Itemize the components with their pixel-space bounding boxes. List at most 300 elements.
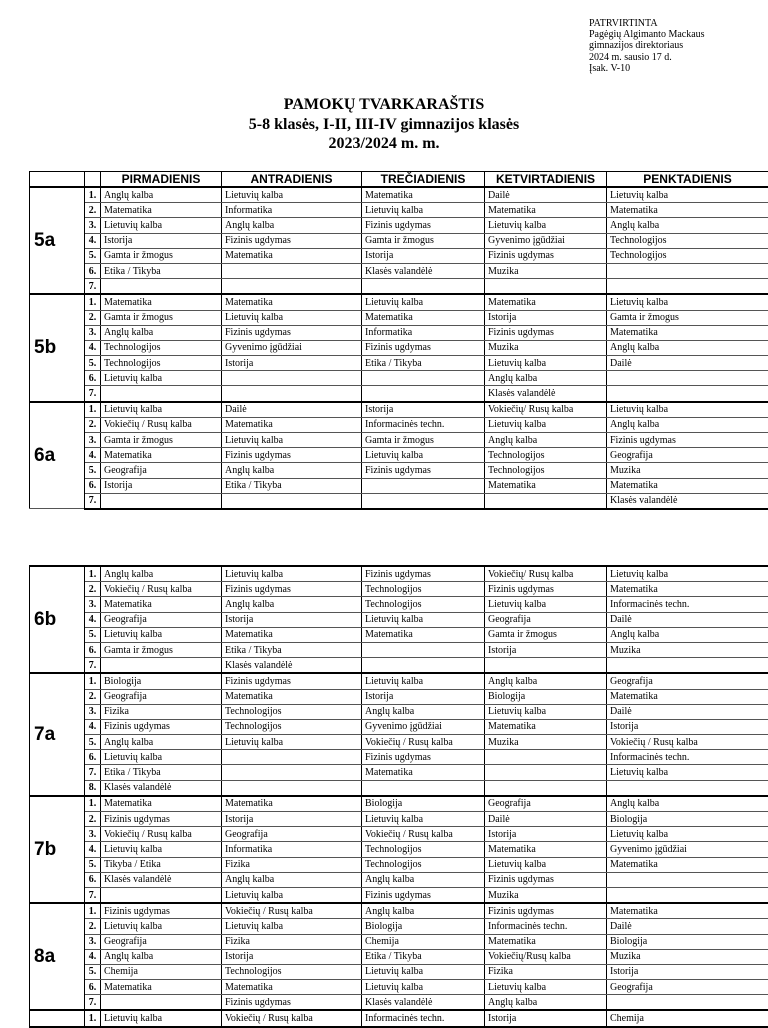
lesson-cell: Vokiečių / Rusų kalba xyxy=(362,735,485,750)
lesson-cell: Geografija xyxy=(485,612,607,627)
lesson-cell: Technologijos xyxy=(607,248,768,263)
lesson-number: 7. xyxy=(85,765,101,780)
lesson-number: 4. xyxy=(85,949,101,964)
lesson-cell: Fizinis ugdymas xyxy=(485,903,607,919)
day-header: PIRMADIENIS xyxy=(101,172,222,188)
lesson-cell: Dailė xyxy=(485,812,607,827)
lesson-cell: Fizinis ugdymas xyxy=(222,673,362,689)
lesson-number: 7. xyxy=(85,279,101,295)
lesson-cell: Technologijos xyxy=(485,463,607,478)
lesson-cell: Matematika xyxy=(222,689,362,704)
lesson-cell: Matematika xyxy=(607,857,768,872)
lesson-cell: Lietuvių kalba xyxy=(101,750,222,765)
lesson-cell: Matematika xyxy=(485,294,607,310)
lesson-cell: Gamta ir žmogus xyxy=(607,310,768,325)
lesson-number: 2. xyxy=(85,689,101,704)
lesson-cell: Dailė xyxy=(607,919,768,934)
lesson-row xyxy=(30,310,768,325)
lesson-row xyxy=(30,980,768,995)
lesson-cell: Anglų kalba xyxy=(607,627,768,642)
lesson-cell xyxy=(222,493,362,509)
lesson-cell: Istorija xyxy=(607,964,768,979)
lesson-number: 6. xyxy=(85,750,101,765)
lesson-row xyxy=(30,478,768,493)
lesson-cell: Etika / Tikyba xyxy=(101,263,222,278)
lesson-cell: Muzika xyxy=(485,735,607,750)
lesson-row xyxy=(30,780,768,796)
lesson-cell: Geografija xyxy=(607,980,768,995)
lesson-cell: Technologijos xyxy=(101,340,222,355)
lesson-row xyxy=(30,340,768,355)
lesson-row xyxy=(30,325,768,340)
class-name: 7a xyxy=(30,673,85,796)
lesson-cell: Lietuvių kalba xyxy=(485,356,607,371)
lesson-cell: Lietuvių kalba xyxy=(485,597,607,612)
lesson-cell: Istorija xyxy=(362,248,485,263)
lesson-cell xyxy=(222,780,362,796)
lesson-cell: Lietuvių kalba xyxy=(362,203,485,218)
lesson-cell: Lietuvių kalba xyxy=(362,964,485,979)
lesson-number: 3. xyxy=(85,218,101,233)
lesson-number: 1. xyxy=(85,673,101,689)
lesson-cell: Lietuvių kalba xyxy=(101,402,222,418)
lesson-row xyxy=(30,642,768,657)
lesson-cell: Lietuvių kalba xyxy=(222,919,362,934)
lesson-cell: Matematika xyxy=(222,796,362,812)
lesson-cell xyxy=(101,493,222,509)
lesson-cell: Matematika xyxy=(101,980,222,995)
lesson-cell: Fizinis ugdymas xyxy=(362,566,485,582)
lesson-cell: Matematika xyxy=(222,248,362,263)
lesson-cell xyxy=(101,995,222,1011)
lesson-cell: Matematika xyxy=(362,187,485,203)
lesson-cell: Gyvenimo įgūdžiai xyxy=(222,340,362,355)
lesson-cell: Anglų kalba xyxy=(101,949,222,964)
lesson-cell: Geografija xyxy=(101,612,222,627)
lesson-cell: Lietuvių kalba xyxy=(222,433,362,448)
lesson-cell: Lietuvių kalba xyxy=(607,294,768,310)
lesson-cell xyxy=(101,386,222,402)
lesson-number: 2. xyxy=(85,310,101,325)
lesson-cell xyxy=(362,780,485,796)
approval-stamp xyxy=(589,18,705,74)
lesson-cell: Matematika xyxy=(101,203,222,218)
lesson-number: 5. xyxy=(85,964,101,979)
lesson-number: 5. xyxy=(85,735,101,750)
lesson-cell xyxy=(485,750,607,765)
lesson-cell: Chemija xyxy=(362,934,485,949)
approval-line: Įsak. V-10 xyxy=(589,63,705,74)
class-name: 8a xyxy=(30,903,85,1010)
lesson-row xyxy=(30,433,768,448)
lesson-cell: Lietuvių kalba xyxy=(101,842,222,857)
lesson-cell: Lietuvių kalba xyxy=(101,627,222,642)
lesson-cell: Lietuvių kalba xyxy=(485,704,607,719)
lesson-number: 2. xyxy=(85,417,101,432)
lesson-cell: Fizinis ugdymas xyxy=(362,750,485,765)
lesson-cell: Istorija xyxy=(101,478,222,493)
lesson-cell: Matematika xyxy=(222,980,362,995)
lesson-number: 6. xyxy=(85,980,101,995)
lesson-row xyxy=(30,386,768,402)
lesson-cell: Etika / Tikyba xyxy=(222,478,362,493)
lesson-cell: Matematika xyxy=(485,719,607,734)
school-year-line: 2023/2024 m. m. xyxy=(0,134,768,154)
lesson-cell: Gyvenimo įgūdžiai xyxy=(485,233,607,248)
lesson-row xyxy=(30,1010,768,1026)
lesson-cell: Matematika xyxy=(362,310,485,325)
lesson-cell: Klasės valandėlė xyxy=(222,658,362,674)
lesson-cell: Matematika xyxy=(607,325,768,340)
lesson-cell: Etika / Tikyba xyxy=(101,765,222,780)
lesson-cell: Klasės valandėlė xyxy=(101,780,222,796)
lesson-cell: Anglų kalba xyxy=(485,433,607,448)
lesson-cell: Dailė xyxy=(607,612,768,627)
lesson-cell xyxy=(362,279,485,295)
lesson-number: 5. xyxy=(85,627,101,642)
lesson-cell: Anglų kalba xyxy=(101,735,222,750)
lesson-cell: Anglų kalba xyxy=(485,995,607,1011)
lesson-cell: Etika / Tikyba xyxy=(362,949,485,964)
lesson-cell xyxy=(101,279,222,295)
lesson-cell: Informacinės techn. xyxy=(607,597,768,612)
lesson-row xyxy=(30,566,768,582)
lesson-cell: Matematika xyxy=(222,417,362,432)
lesson-cell xyxy=(222,263,362,278)
schedule-table-2 xyxy=(29,565,768,1028)
lesson-cell: Technologijos xyxy=(485,448,607,463)
lesson-row xyxy=(30,735,768,750)
approval-line: PATRVIRTINTA xyxy=(589,18,705,29)
class-name: 6a xyxy=(30,402,85,509)
lesson-row xyxy=(30,949,768,964)
lesson-row xyxy=(30,689,768,704)
lesson-cell: Matematika xyxy=(607,582,768,597)
lesson-cell xyxy=(607,371,768,386)
lesson-cell: Anglų kalba xyxy=(607,417,768,432)
lesson-cell: Matematika xyxy=(101,294,222,310)
lesson-cell: Gamta ir žmogus xyxy=(485,627,607,642)
lesson-row xyxy=(30,857,768,872)
lesson-cell: Anglų kalba xyxy=(101,187,222,203)
lesson-cell xyxy=(485,279,607,295)
lesson-cell: Vokiečių / Rusų kalba xyxy=(222,1010,362,1026)
lesson-cell xyxy=(607,780,768,796)
lesson-cell xyxy=(607,887,768,903)
lesson-cell: Anglų kalba xyxy=(607,340,768,355)
lesson-cell xyxy=(362,493,485,509)
lesson-cell: Lietuvių kalba xyxy=(362,294,485,310)
lesson-row xyxy=(30,218,768,233)
lesson-row xyxy=(30,203,768,218)
lesson-number: 7. xyxy=(85,658,101,674)
lesson-cell: Fizinis ugdymas xyxy=(222,448,362,463)
lesson-number: 4. xyxy=(85,233,101,248)
lesson-cell: Vokiečių / Rusų kalba xyxy=(101,827,222,842)
lesson-cell: Technologijos xyxy=(607,233,768,248)
lesson-cell xyxy=(362,478,485,493)
lesson-number: 7. xyxy=(85,386,101,402)
lesson-cell: Technologijos xyxy=(362,582,485,597)
lesson-row xyxy=(30,279,768,295)
lesson-cell: Chemija xyxy=(101,964,222,979)
lesson-cell: Lietuvių kalba xyxy=(222,310,362,325)
lesson-cell: Fizinis ugdymas xyxy=(362,218,485,233)
lesson-cell: Istorija xyxy=(485,827,607,842)
lesson-cell: Gyvenimo įgūdžiai xyxy=(362,719,485,734)
lesson-row xyxy=(30,582,768,597)
lesson-cell xyxy=(222,750,362,765)
lesson-row xyxy=(30,627,768,642)
lesson-cell: Gamta ir žmogus xyxy=(101,248,222,263)
lesson-cell: Technologijos xyxy=(222,964,362,979)
lesson-cell: Muzika xyxy=(485,340,607,355)
lesson-cell: Geografija xyxy=(101,689,222,704)
header-corner xyxy=(30,172,85,188)
lesson-cell: Anglų kalba xyxy=(607,796,768,812)
lesson-number: 3. xyxy=(85,325,101,340)
lesson-row xyxy=(30,995,768,1011)
lesson-cell: Fizinis ugdymas xyxy=(222,233,362,248)
lesson-cell: Gamta ir žmogus xyxy=(362,233,485,248)
lesson-cell xyxy=(362,371,485,386)
lesson-cell: Geografija xyxy=(222,827,362,842)
subtitle-line: 5-8 klasės, I-II, III-IV gimnazijos klasės xyxy=(0,115,768,135)
lesson-row xyxy=(30,872,768,887)
lesson-cell: Lietuvių kalba xyxy=(101,218,222,233)
lesson-cell: Dailė xyxy=(607,704,768,719)
lesson-cell: Geografija xyxy=(485,796,607,812)
day-header-row xyxy=(30,172,768,188)
lesson-cell: Istorija xyxy=(485,310,607,325)
lesson-row xyxy=(30,919,768,934)
lesson-cell xyxy=(485,780,607,796)
lesson-cell: Informatika xyxy=(222,842,362,857)
lesson-cell: Lietuvių kalba xyxy=(362,812,485,827)
lesson-cell: Fizinis ugdymas xyxy=(607,433,768,448)
lesson-row xyxy=(30,658,768,674)
lesson-cell: Technologijos xyxy=(362,597,485,612)
lesson-number: 8. xyxy=(85,780,101,796)
lesson-row xyxy=(30,934,768,949)
lesson-row xyxy=(30,964,768,979)
day-header: ANTRADIENIS xyxy=(222,172,362,188)
lesson-cell: Istorija xyxy=(222,356,362,371)
lesson-cell: Istorija xyxy=(362,402,485,418)
lesson-number: 6. xyxy=(85,872,101,887)
lesson-number: 1. xyxy=(85,796,101,812)
lesson-cell: Informacinės techn. xyxy=(362,417,485,432)
lesson-number: 1. xyxy=(85,566,101,582)
lesson-cell: Lietuvių kalba xyxy=(222,566,362,582)
lesson-row xyxy=(30,371,768,386)
lesson-number: 5. xyxy=(85,463,101,478)
lesson-cell xyxy=(607,263,768,278)
lesson-number: 5. xyxy=(85,857,101,872)
lesson-cell: Matematika xyxy=(362,765,485,780)
approval-line: Pagėgių Algimanto Mackaus xyxy=(589,29,705,40)
lesson-cell: Vokiečių / Rusų kalba xyxy=(222,903,362,919)
lesson-row xyxy=(30,294,768,310)
class-name: 6b xyxy=(30,566,85,673)
lesson-cell: Matematika xyxy=(485,934,607,949)
lesson-cell: Fizinis ugdymas xyxy=(485,582,607,597)
lesson-cell: Lietuvių kalba xyxy=(485,980,607,995)
lesson-cell: Anglų kalba xyxy=(362,903,485,919)
lesson-row xyxy=(30,903,768,919)
lesson-cell: Technologijos xyxy=(222,719,362,734)
lesson-number: 1. xyxy=(85,294,101,310)
lesson-cell: Matematika xyxy=(485,842,607,857)
lesson-cell: Fizinis ugdymas xyxy=(101,719,222,734)
lesson-cell: Fizika xyxy=(222,857,362,872)
day-header: KETVIRTADIENIS xyxy=(485,172,607,188)
lesson-cell xyxy=(222,279,362,295)
lesson-cell: Vokiečių/Rusų kalba xyxy=(485,949,607,964)
lesson-cell: Lietuvių kalba xyxy=(222,187,362,203)
lesson-number: 4. xyxy=(85,448,101,463)
lesson-cell: Geografija xyxy=(607,448,768,463)
lesson-cell: Istorija xyxy=(607,719,768,734)
lesson-cell: Lietuvių kalba xyxy=(607,566,768,582)
lesson-cell xyxy=(362,658,485,674)
lesson-number: 3. xyxy=(85,597,101,612)
lesson-cell: Anglų kalba xyxy=(101,325,222,340)
lesson-cell: Fizinis ugdymas xyxy=(101,903,222,919)
lesson-cell xyxy=(607,279,768,295)
lesson-cell: Informatika xyxy=(362,325,485,340)
lesson-cell: Technologijos xyxy=(222,704,362,719)
lesson-cell: Dailė xyxy=(607,356,768,371)
lesson-cell: Fizika xyxy=(101,704,222,719)
lesson-cell: Matematika xyxy=(607,903,768,919)
lesson-cell: Anglų kalba xyxy=(222,872,362,887)
lesson-cell: Dailė xyxy=(485,187,607,203)
lesson-cell xyxy=(607,995,768,1011)
lesson-row xyxy=(30,463,768,478)
lesson-cell: Anglų kalba xyxy=(222,463,362,478)
lesson-cell xyxy=(222,371,362,386)
lesson-number: 7. xyxy=(85,493,101,509)
lesson-row xyxy=(30,719,768,734)
lesson-cell: Gamta ir žmogus xyxy=(101,433,222,448)
lesson-cell xyxy=(101,658,222,674)
lesson-number: 3. xyxy=(85,827,101,842)
lesson-cell: Fizinis ugdymas xyxy=(362,340,485,355)
lesson-row xyxy=(30,673,768,689)
lesson-cell: Istorija xyxy=(222,812,362,827)
class-name: 5a xyxy=(30,187,85,294)
lesson-cell: Klasės valandėlė xyxy=(607,493,768,509)
lesson-number: 1. xyxy=(85,187,101,203)
lesson-cell xyxy=(485,658,607,674)
lesson-number: 2. xyxy=(85,919,101,934)
lesson-cell xyxy=(607,386,768,402)
lesson-cell: Fizinis ugdymas xyxy=(222,582,362,597)
lesson-cell: Lietuvių kalba xyxy=(101,1010,222,1026)
lesson-cell: Lietuvių kalba xyxy=(222,887,362,903)
lesson-cell: Informacinės techn. xyxy=(607,750,768,765)
lesson-cell xyxy=(101,887,222,903)
lesson-cell: Vokiečių/ Rusų kalba xyxy=(485,566,607,582)
lesson-cell: Lietuvių kalba xyxy=(101,919,222,934)
lesson-cell: Fizinis ugdymas xyxy=(485,325,607,340)
lesson-number: 4. xyxy=(85,719,101,734)
lesson-cell: Vokiečių / Rusų kalba xyxy=(362,827,485,842)
lesson-number: 3. xyxy=(85,934,101,949)
lesson-cell: Fizinis ugdymas xyxy=(222,325,362,340)
lesson-cell: Istorija xyxy=(485,1010,607,1026)
lesson-cell: Biologija xyxy=(485,689,607,704)
lesson-cell: Anglų kalba xyxy=(362,872,485,887)
lesson-cell: Fizinis ugdymas xyxy=(222,995,362,1011)
lesson-cell: Technologijos xyxy=(362,842,485,857)
lesson-cell: Dailė xyxy=(222,402,362,418)
class-name: 7b xyxy=(30,796,85,903)
lesson-cell xyxy=(485,493,607,509)
lesson-cell: Istorija xyxy=(362,689,485,704)
lesson-cell: Technologijos xyxy=(101,356,222,371)
lesson-number: 4. xyxy=(85,842,101,857)
lesson-cell: Biologija xyxy=(362,919,485,934)
approval-line: 2024 m. sausio 17 d. xyxy=(589,52,705,63)
lesson-cell: Matematika xyxy=(101,448,222,463)
lesson-row xyxy=(30,796,768,812)
lesson-row xyxy=(30,356,768,371)
lesson-number: 6. xyxy=(85,642,101,657)
lesson-number: 1. xyxy=(85,402,101,418)
lesson-row xyxy=(30,248,768,263)
lesson-number: 6. xyxy=(85,478,101,493)
lesson-cell xyxy=(607,872,768,887)
lesson-cell: Matematika xyxy=(222,627,362,642)
lesson-cell: Fizika xyxy=(485,964,607,979)
lesson-cell: Istorija xyxy=(222,612,362,627)
lesson-row xyxy=(30,402,768,418)
lesson-cell: Matematika xyxy=(485,203,607,218)
lesson-cell: Anglų kalba xyxy=(607,218,768,233)
lesson-cell: Matematika xyxy=(607,689,768,704)
lesson-cell: Lietuvių kalba xyxy=(607,187,768,203)
lesson-cell: Anglų kalba xyxy=(485,673,607,689)
lesson-cell: Istorija xyxy=(101,233,222,248)
lesson-number: 2. xyxy=(85,582,101,597)
lesson-number: 1. xyxy=(85,1010,101,1026)
lesson-cell: Muzika xyxy=(607,642,768,657)
lesson-row xyxy=(30,750,768,765)
lesson-cell: Klasės valandėlė xyxy=(485,386,607,402)
lesson-number: 7. xyxy=(85,887,101,903)
lesson-cell: Lietuvių kalba xyxy=(362,612,485,627)
lesson-cell: Matematika xyxy=(222,294,362,310)
lesson-number: 3. xyxy=(85,704,101,719)
lesson-number: 6. xyxy=(85,371,101,386)
lesson-cell: Lietuvių kalba xyxy=(607,827,768,842)
lesson-cell: Gyvenimo įgūdžiai xyxy=(607,842,768,857)
lesson-cell: Informacinės techn. xyxy=(485,919,607,934)
header-corner xyxy=(85,172,101,188)
lesson-row xyxy=(30,765,768,780)
lesson-row xyxy=(30,597,768,612)
lesson-cell: Vokiečių / Rusų kalba xyxy=(101,582,222,597)
lesson-cell: Klasės valandėlė xyxy=(101,872,222,887)
lesson-row xyxy=(30,448,768,463)
lesson-number: 3. xyxy=(85,433,101,448)
lesson-cell: Gamta ir žmogus xyxy=(101,642,222,657)
lesson-cell: Biologija xyxy=(607,812,768,827)
lesson-cell: Istorija xyxy=(485,642,607,657)
lesson-cell: Anglų kalba xyxy=(222,218,362,233)
